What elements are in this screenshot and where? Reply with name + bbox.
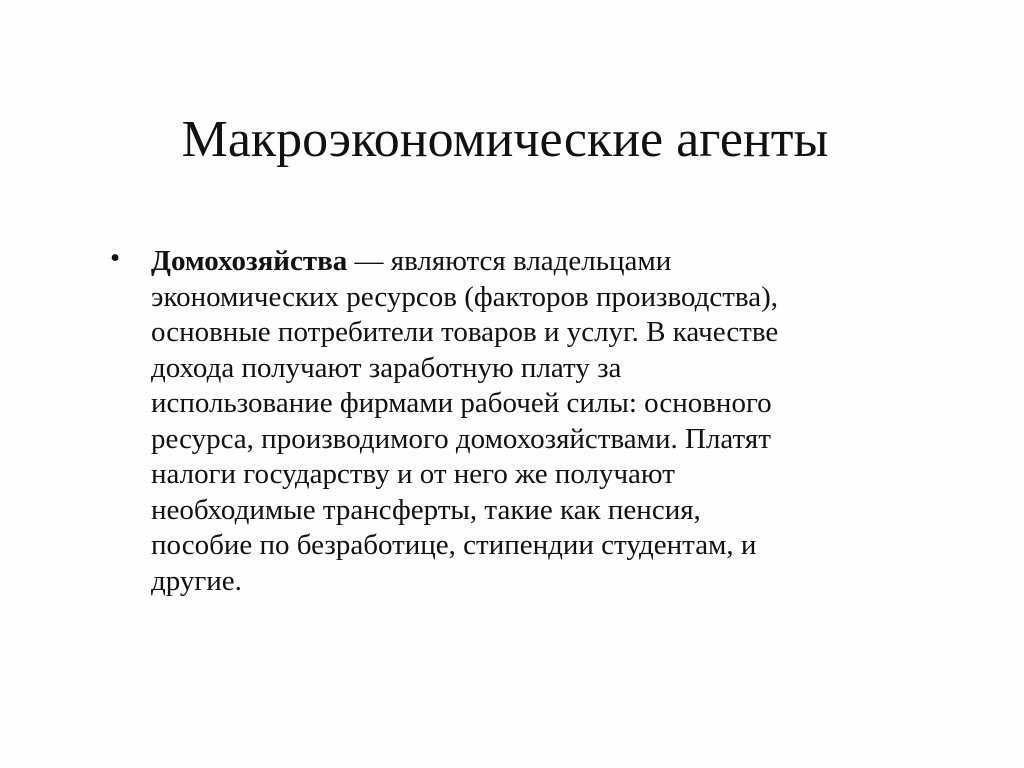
bullet-marker: • (110, 242, 121, 274)
bullet-list (110, 244, 910, 599)
bullet-line-3: основные потребители товаров и услуг. В качестве (151, 316, 779, 348)
bullet-line-2: экономических ресурсов (факторов производства), (151, 280, 779, 313)
bullet-line-9: пособие по безработице, стипендии студентам, и (151, 529, 757, 561)
bullet-line-5: использование фирмами рабочей силы: основного (151, 387, 772, 419)
bullet-line-6: ресурса, производимого домохозяйствами. Платят (151, 422, 771, 455)
term-households: Домохозяйства (151, 245, 348, 277)
bullet-text-1: — являются владельцами (347, 245, 672, 277)
bullet-line-10: другие. (151, 564, 242, 597)
bullet-line-4: дохода получают заработную плату за (151, 351, 622, 384)
bullet-item-households (110, 244, 910, 599)
bullet-line-8: необходимые трансферты, такие как пенсия, (151, 493, 701, 526)
bullet-line-1 (151, 244, 910, 280)
slide-title: Макроэкономические агенты (181, 111, 829, 168)
bullet-line-7: налоги государству и от него же получают (151, 458, 675, 490)
